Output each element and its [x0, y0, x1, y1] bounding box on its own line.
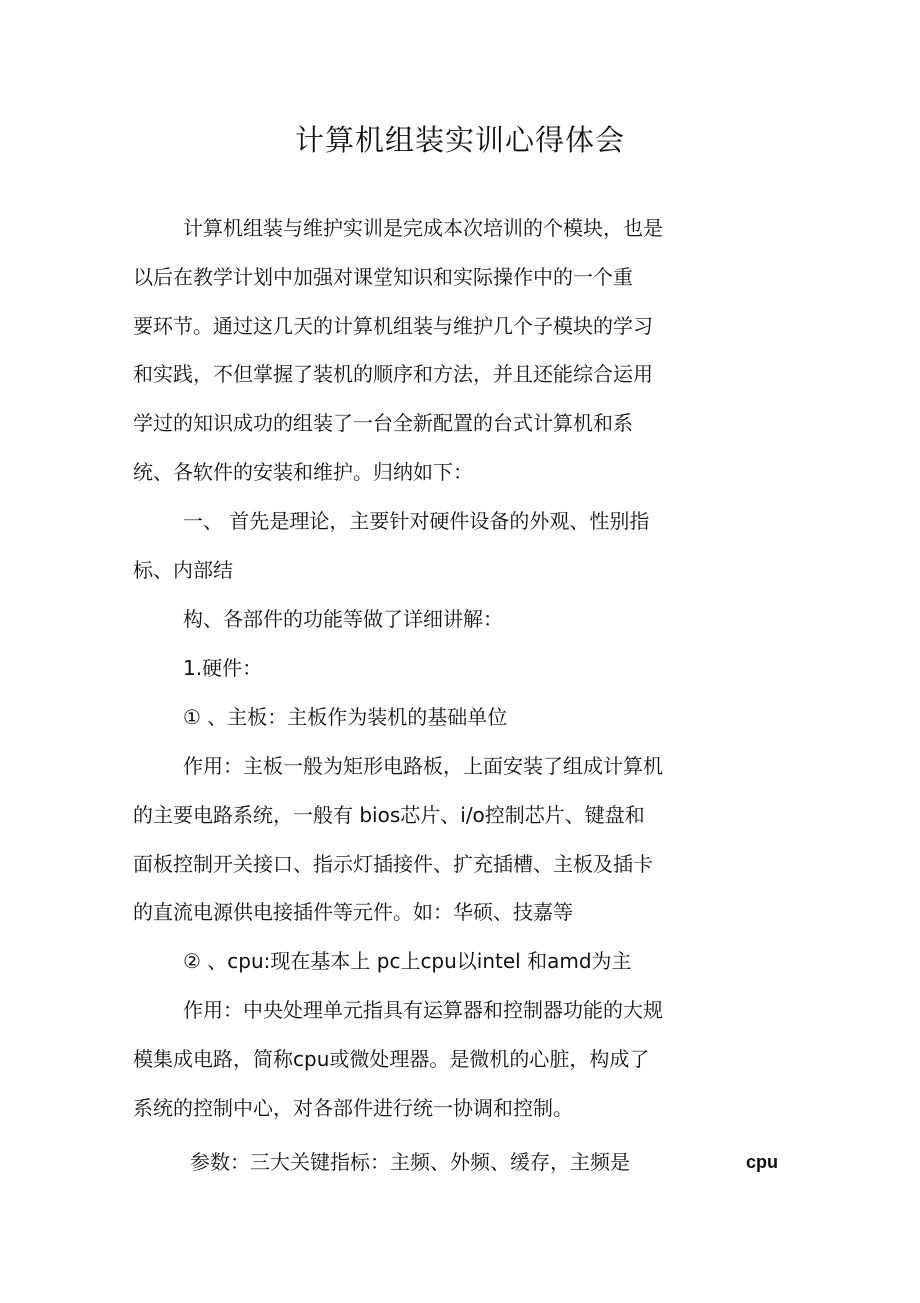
paragraph-line: 计算机组装与维护实训是完成本次培训的个模块，也是	[183, 216, 663, 240]
paragraph-line: 的主要电路系统，一般有 bios芯片、i/o控制芯片、键盘和	[133, 803, 645, 827]
paragraph-line: 系统的控制中心，对各部件进行统一协调和控制。	[133, 1096, 573, 1120]
document-title: 计算机组装实训心得体会	[294, 123, 625, 157]
list-item-line: ② 、cpu:现在基本上 pc上cpu以intel 和amd为主	[183, 949, 632, 973]
paragraph-line: 标、内部结	[133, 558, 233, 582]
paragraph-line: 作用：主板一般为矩形电路板，上面安装了组成计算机	[183, 754, 663, 778]
paragraph-line: 模集成电路，简称cpu或微处理器。是微机的心脏，构成了	[133, 1047, 650, 1071]
paragraph-line: 统、各软件的安装和维护。归纳如下：	[133, 460, 473, 484]
paragraph-line: 要环节。通过这几天的计算机组装与维护几个子模块的学习	[133, 314, 653, 338]
paragraph-line: 学过的知识成功的组装了一台全新配置的台式计算机和系	[133, 411, 633, 435]
paragraph-line: 构、各部件的功能等做了详细讲解：	[183, 607, 503, 631]
paragraph-line: 面板控制开关接口、指示灯插接件、扩充插槽、主板及插卡	[133, 852, 653, 876]
list-item-line: ① 、主板：主板作为装机的基础单位	[183, 705, 508, 729]
paragraph-line: 以后在教学计划中加强对课堂知识和实际操作中的一个重	[133, 265, 633, 289]
paragraph-line: 的直流电源供电接插件等元件。如：华硕、技嘉等	[133, 900, 573, 924]
paragraph-line: 和实践，不但掌握了装机的顺序和方法，并且还能综合运用	[133, 362, 653, 386]
paragraph-line: 作用：中央处理单元指具有运算器和控制器功能的大规	[183, 998, 663, 1022]
paragraph-line: 参数：三大关键指标：主频、外频、缓存，主频是	[190, 1150, 630, 1174]
subheading-line: 1.硬件：	[183, 656, 263, 680]
paragraph-line-tail: cpu	[746, 1152, 779, 1172]
section-heading-line: 一、 首先是理论，主要针对硬件设备的外观、性别指	[183, 509, 650, 533]
